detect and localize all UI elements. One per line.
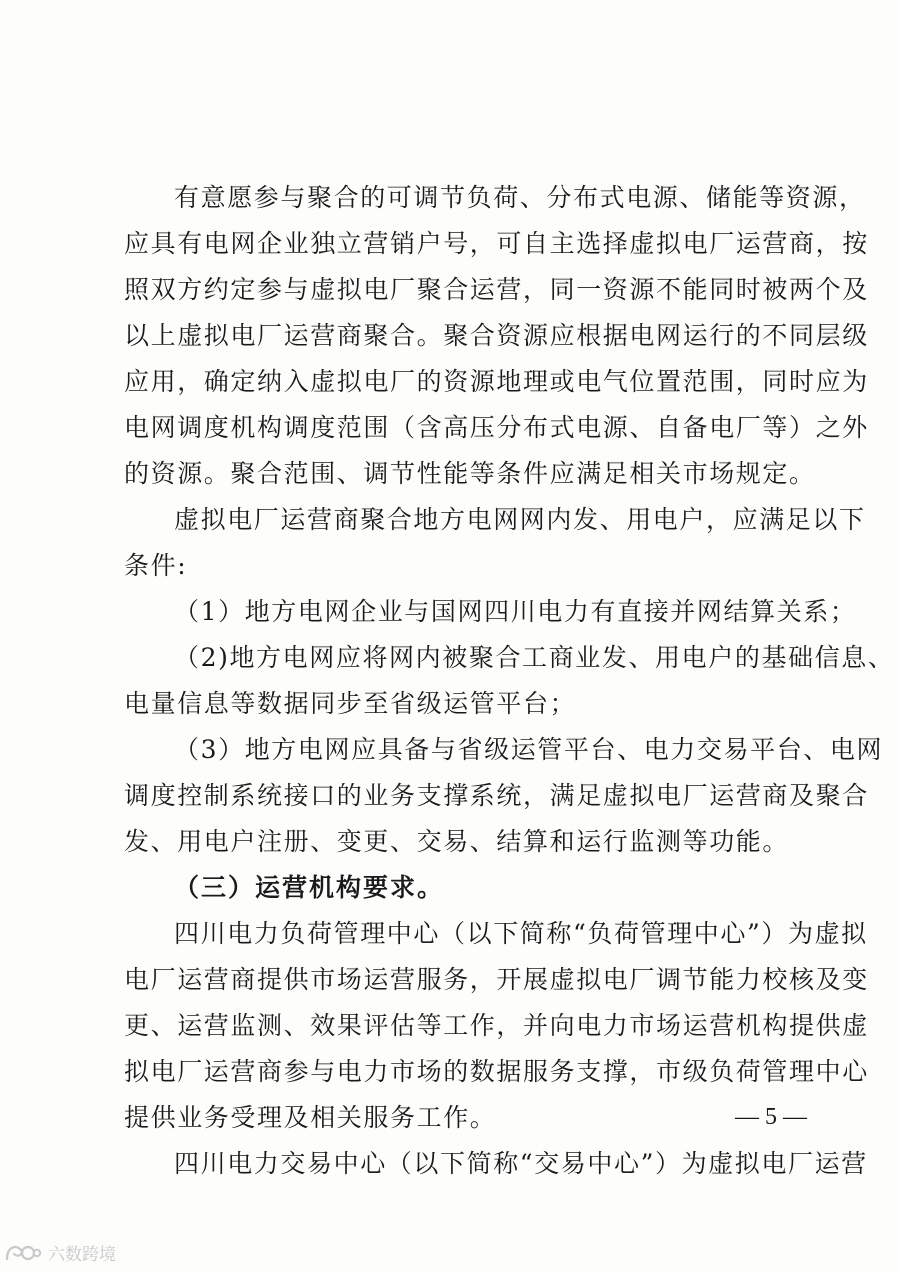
paragraph-line: 应具有电网企业独立营销户号，可自主选择虚拟电厂运营商，按 (124, 229, 869, 258)
paragraph-line: 以上虚拟电厂运营商聚合。聚合资源应根据电网运行的不同层级 (124, 321, 869, 350)
paragraph-line: 更、运营监测、效果评估等工作，并向电力市场运营机构提供虚 (124, 1011, 869, 1040)
section-heading: （三）运营机构要求。 (174, 873, 445, 902)
paragraph-line: 应用，确定纳入虚拟电厂的资源地理或电气位置范围，同时应为 (124, 367, 869, 396)
list-item: （3）地方电网应具备与省级运管平台、电力交易平台、电网 (174, 735, 884, 764)
paragraph-line: 照双方约定参与虚拟电厂聚合运营，同一资源不能同时被两个及 (124, 275, 869, 304)
list-item-continuation: 调度控制系统接口的业务支撑系统，满足虚拟电厂运营商及聚合 (124, 781, 869, 810)
paragraph-line: 的资源。聚合范围、调节性能等条件应满足相关市场规定。 (124, 459, 816, 488)
paragraph-line: 提供业务受理及相关服务工作。 (124, 1103, 497, 1132)
watermark-text: 六数跨境 (48, 1244, 116, 1265)
list-item-continuation: 发、用电户注册、变更、交易、结算和运行监测等功能。 (124, 827, 790, 856)
paragraph-line: 条件: (124, 551, 188, 580)
watermark (4, 1238, 116, 1266)
paragraph-line: 虚拟电厂运营商聚合地方电网网内发、用电户，应满足以下 (174, 505, 866, 534)
list-item-continuation: 电量信息等数据同步至省级运管平台； (124, 689, 577, 718)
list-item: （2)地方电网应将网内被聚合工商业发、用电户的基础信息、 (174, 643, 895, 672)
page-number: — 5 — (735, 1104, 807, 1130)
paragraph-line: 电网调度机构调度范围（含高压分布式电源、自备电厂等）之外 (124, 413, 869, 442)
paragraph-line: 有意愿参与聚合的可调节负荷、分布式电源、储能等资源， (174, 183, 866, 212)
watermark-logo-icon (4, 1241, 42, 1263)
paragraph-line: 电厂运营商提供市场运营服务，开展虚拟电厂调节能力校核及变 (124, 965, 869, 994)
paragraph-line: 四川电力负荷管理中心（以下简称“负荷管理中心”）为虚拟 (174, 919, 868, 948)
list-item: （1）地方电网企业与国网四川电力有直接并网结算关系； (174, 597, 857, 626)
paragraph-line: 拟电厂运营商参与电力市场的数据服务支撑，市级负荷管理中心 (124, 1057, 869, 1086)
paragraph-line: 四川电力交易中心（以下简称“交易中心”）为虚拟电厂运营 (174, 1149, 868, 1178)
